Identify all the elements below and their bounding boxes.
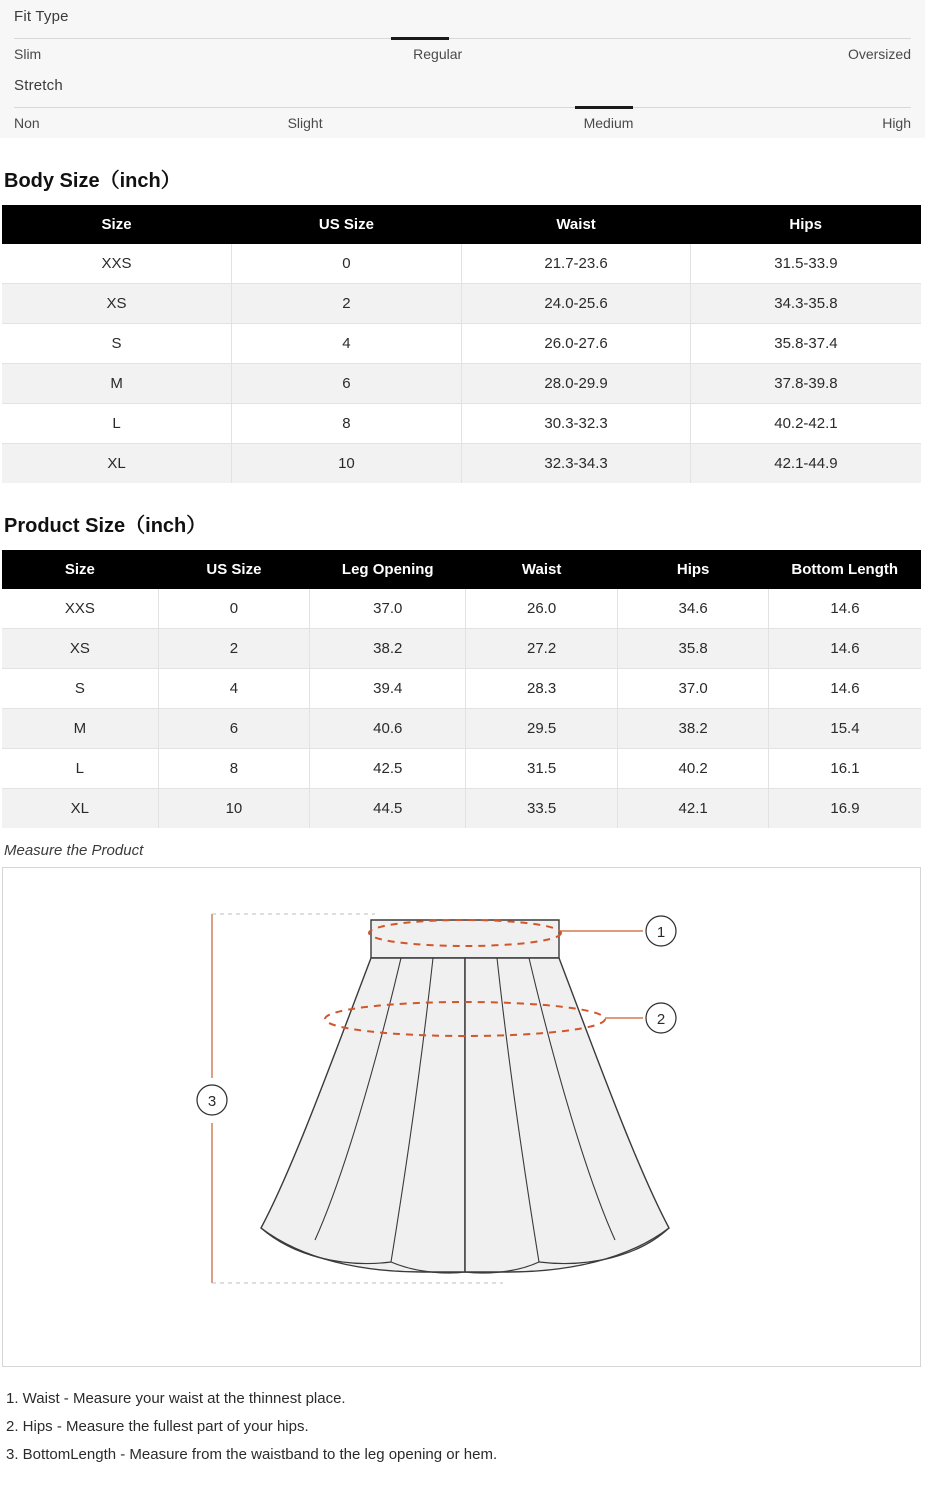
stretch-label: Stretch [14,77,63,94]
table-row [2,324,921,364]
svg-text:1: 1 [656,924,666,941]
cell-size: XL [2,444,232,484]
cell-leg-opening: 42.5 [310,749,466,789]
cell-us-size: 2 [232,284,462,324]
note-bottom-length: 3. BottomLength - Measure from the waistband to the leg opening or hem. [6,1446,498,1463]
table-row [2,669,921,709]
cell-size: XL [2,789,158,829]
cell-waist: 26.0-27.6 [461,324,691,364]
svg-text:3: 3 [207,1093,217,1110]
table-header-row [2,205,921,244]
cell-size: S [2,669,158,709]
cell-size: L [2,404,232,444]
cell-hips: 34.6 [617,589,769,629]
cell-size: M [2,364,232,404]
skirt-shape [261,920,669,1273]
cell-leg-opening: 38.2 [310,629,466,669]
cell-size: XXS [2,589,158,629]
table-row [2,749,921,789]
table-row [2,709,921,749]
body-col-hips: Hips [691,205,921,244]
callout-2 [646,1003,676,1033]
measure-diagram [2,867,921,1367]
table-row [2,404,921,444]
cell-leg-opening: 44.5 [310,789,466,829]
cell-bottom-length: 16.1 [769,749,921,789]
product-col-waist: Waist [466,550,618,589]
cell-us-size: 0 [232,244,462,284]
fit-type-tick-slim: Slim [14,46,42,62]
body-col-size: Size [2,205,232,244]
measure-notes [6,1385,925,1469]
cell-us-size: 8 [158,749,310,789]
cell-size: XS [2,629,158,669]
table-row [2,629,921,669]
product-col-size: Size [2,550,158,589]
cell-waist: 31.5 [466,749,618,789]
measure-caption: Measure the Product [4,842,144,859]
cell-bottom-length: 14.6 [769,669,921,709]
cell-waist: 27.2 [466,629,618,669]
table-row [2,364,921,404]
product-size-table [2,550,921,828]
product-col-leg-opening: Leg Opening [310,550,466,589]
cell-hips: 31.5-33.9 [691,244,921,284]
cell-us-size: 8 [232,404,462,444]
table-row [2,589,921,629]
cell-hips: 38.2 [617,709,769,749]
product-col-bottom-length: Bottom Length [769,550,921,589]
cell-us-size: 2 [158,629,310,669]
table-row [2,789,921,829]
cell-hips: 34.3-35.8 [691,284,921,324]
cell-us-size: 6 [232,364,462,404]
cell-hips: 40.2-42.1 [691,404,921,444]
stretch-tick-high: High [882,115,911,131]
cell-us-size: 10 [232,444,462,484]
cell-waist: 30.3-32.3 [461,404,691,444]
cell-waist: 32.3-34.3 [461,444,691,484]
table-row [2,244,921,284]
cell-leg-opening: 40.6 [310,709,466,749]
cell-hips: 37.8-39.8 [691,364,921,404]
cell-leg-opening: 39.4 [310,669,466,709]
cell-size: M [2,709,158,749]
cell-size: S [2,324,232,364]
fit-type-track [14,27,911,39]
cell-waist: 33.5 [466,789,618,829]
fit-type-scale [14,0,911,69]
cell-hips: 37.0 [617,669,769,709]
cell-waist: 26.0 [466,589,618,629]
stretch-track [14,96,911,108]
fit-scales-section [0,0,925,138]
fit-type-tick-oversized: Oversized [847,46,911,62]
stretch-scale [14,69,911,138]
fit-type-tick-labels [14,39,911,69]
body-col-us-size: US Size [232,205,462,244]
body-size-table [2,205,921,483]
stretch-tick-medium: Medium [583,115,634,131]
body-size-title: Body Size（inch） [4,170,181,192]
cell-waist: 21.7-23.6 [461,244,691,284]
stretch-tick-slight: Slight [287,115,323,131]
note-hips: 2. Hips - Measure the fullest part of your hips. [6,1418,309,1435]
callout-1 [646,916,676,946]
body-col-waist: Waist [461,205,691,244]
callout-3 [197,1085,227,1115]
cell-hips: 35.8 [617,629,769,669]
stretch-tick-labels [14,108,911,138]
svg-text:2: 2 [656,1011,666,1028]
cell-leg-opening: 37.0 [310,589,466,629]
cell-hips: 42.1-44.9 [774,455,838,472]
fit-type-tick-regular: Regular [413,46,463,62]
cell-hips: 35.8-37.4 [691,324,921,364]
stretch-tick-non: Non [14,115,40,131]
cell-waist: 28.0-29.9 [461,364,691,404]
cell-us-size: 4 [232,324,462,364]
cell-bottom-length: 14.6 [769,589,921,629]
cell-us-size: 0 [158,589,310,629]
cell-bottom-length: 14.6 [769,629,921,669]
cell-waist: 28.3 [466,669,618,709]
table-header-row [2,550,921,589]
product-col-hips: Hips [617,550,769,589]
note-waist: 1. Waist - Measure your waist at the thinnest place. [6,1390,346,1407]
table-row [2,444,921,484]
cell-waist: 29.5 [466,709,618,749]
cell-us-size: 6 [158,709,310,749]
product-col-us-size: US Size [158,550,310,589]
cell-bottom-length: 15.4 [769,709,921,749]
product-size-title: Product Size（inch） [4,515,207,537]
cell-waist: 24.0-25.6 [461,284,691,324]
skirt-diagram-svg [3,868,920,1366]
fit-type-label: Fit Type [14,8,69,25]
cell-size: XXS [2,244,232,284]
cell-bottom-length: 16.9 [830,800,860,817]
cell-size: L [2,749,158,789]
cell-size: XS [2,284,232,324]
table-row [2,284,921,324]
cell-hips: 42.1 [617,789,769,829]
cell-us-size: 10 [158,789,310,829]
cell-us-size: 4 [158,669,310,709]
cell-hips: 40.2 [617,749,769,789]
